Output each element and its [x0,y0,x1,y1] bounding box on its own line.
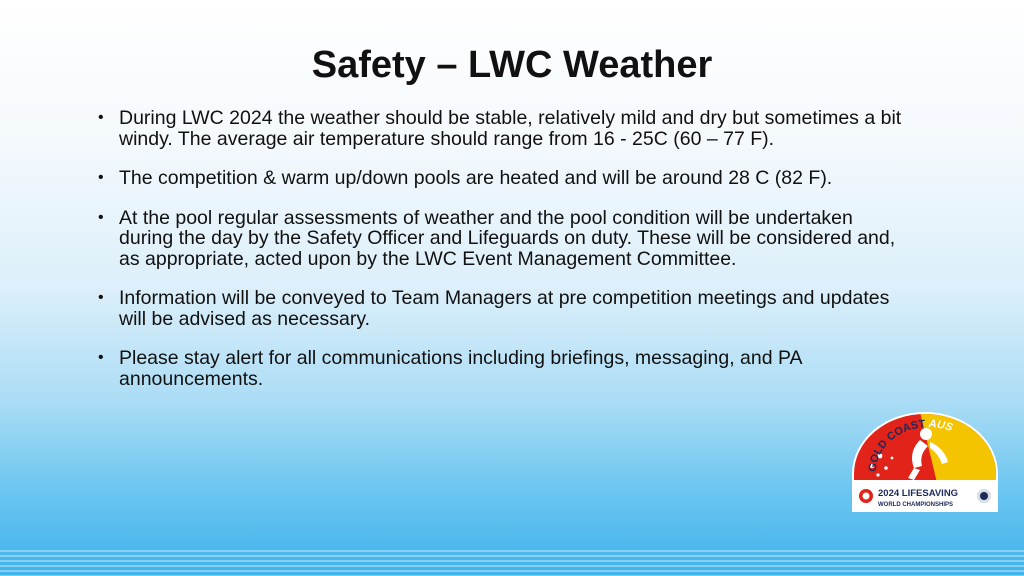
bullet-text: Please stay alert for all communications including briefings, messaging, and PA announcements. [119,347,802,390]
logo-subtitle-line: WORLD CHAMPIONSHIPS [878,502,953,508]
partner-emblem-inner [980,492,988,500]
bullet-text: During LWC 2024 the weather should be stable, relatively mild and dry but sometimes a bit windy. The average air temperature should range from 16 - 25C (60 – 77 F). [119,107,902,150]
bullet-pool-temperature [98,168,908,189]
bullet-text: The competition & warm up/down pools are heated and will be around 28 C (82 F). [119,167,833,189]
slide-title: Safety – LWC Weather [311,44,713,86]
bullet-weather-overview [98,108,908,149]
star-icon [884,466,888,470]
bullet-dot-icon: • [98,349,104,366]
bullet-dot-icon: • [98,169,104,186]
lifesaving-championships-logo [850,412,1000,516]
bullet-dot-icon: • [98,289,104,306]
bullet-assessments [98,208,908,270]
logo-title-line: 2024 LIFESAVING [878,488,959,499]
logo-graphic [850,412,1000,516]
bullet-dot-icon: • [98,109,104,126]
star-icon [891,457,894,460]
bullet-stay-alert [98,348,908,389]
bullet-information [98,288,908,329]
star-icon [876,473,879,476]
bullet-text: Information will be conveyed to Team Managers at pre competition meetings and updates will be advised as necessary. [119,287,890,330]
logo-arc-text: GOLD COAST AUS [866,418,955,473]
bullet-dot-icon: • [98,208,104,226]
ils-emblem-inner [863,493,870,500]
bullet-list [98,108,908,408]
bullet-text: At the pool regular assessments of weather and the pool condition will be undertaken during the day by the Safety Officer and Lifeguards on duty. These will be considered and, as appropriate, acted upon by the LWC Event Management Committee. [119,206,896,270]
bottom-stripes [0,550,1024,576]
